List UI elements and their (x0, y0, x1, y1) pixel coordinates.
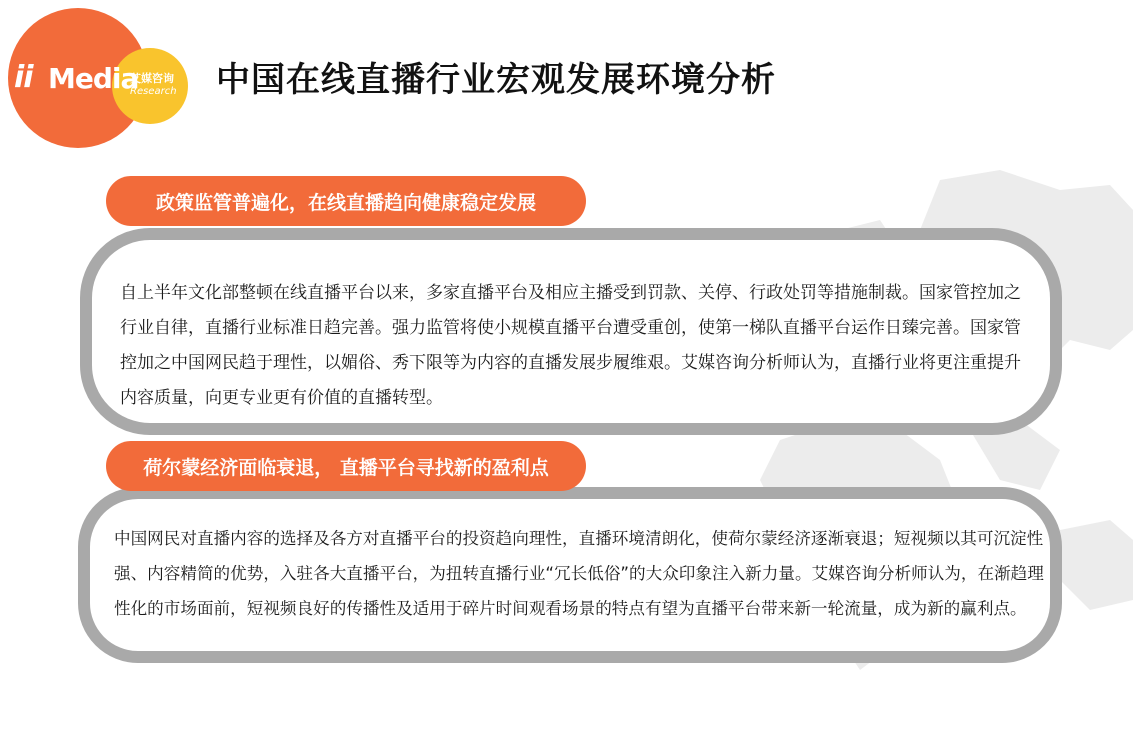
section-heading-hormone-economy: 荷尔蒙经济面临衰退， 直播平台寻找新的盈利点 (106, 441, 586, 491)
logo-mark: ii (14, 60, 33, 95)
logo-wordmark: Media (48, 62, 139, 95)
section-body-policy: 自上半年文化部整顿在线直播平台以来，多家直播平台及相应主播受到罚款、关停、行政处罚等措施制裁。国家管控加之行业自律，直播行业标准日趋完善。强力监管将使小规模直播平台遭受重创，使第一梯队直播平台运作日臻完善。国家管控加之中国网民趋于理性，以媚俗、秀下限等为内容的直播发展步履维艰。艾媒咨询分析师认为，直播行业将更注重提升内容质量，向更专业更有价值的直播转型。 (120, 283, 1021, 408)
section-heading-policy: 政策监管普遍化，在线直播趋向健康稳定发展 (106, 176, 586, 226)
section-panel-hormone-economy (78, 487, 1062, 663)
logo-english-name: Research (130, 86, 177, 97)
imedia-logo (0, 0, 200, 150)
section-body-hormone-economy: 中国网民对直播内容的选择及各方对直播平台的投资趋向理性，直播环境清朗化，使荷尔蒙经济逐渐衰退；短视频以其可沉淀性强、内容精简的优势，入驻各大直播平台，为扭转直播行业“冗长低俗”的大众印象注入新力量。艾媒咨询分析师认为，在渐趋理性化的市场面前，短视频良好的传播性及适用于碎片时间观看场景的特点有望为直播平台带来新一轮流量，成为新的赢利点。 (114, 529, 1044, 618)
logo-chinese-name: 艾媒咨询 (130, 72, 174, 85)
page-title: 中国在线直播行业宏观发展环境分析 (216, 60, 776, 100)
section-panel-policy (80, 228, 1062, 435)
